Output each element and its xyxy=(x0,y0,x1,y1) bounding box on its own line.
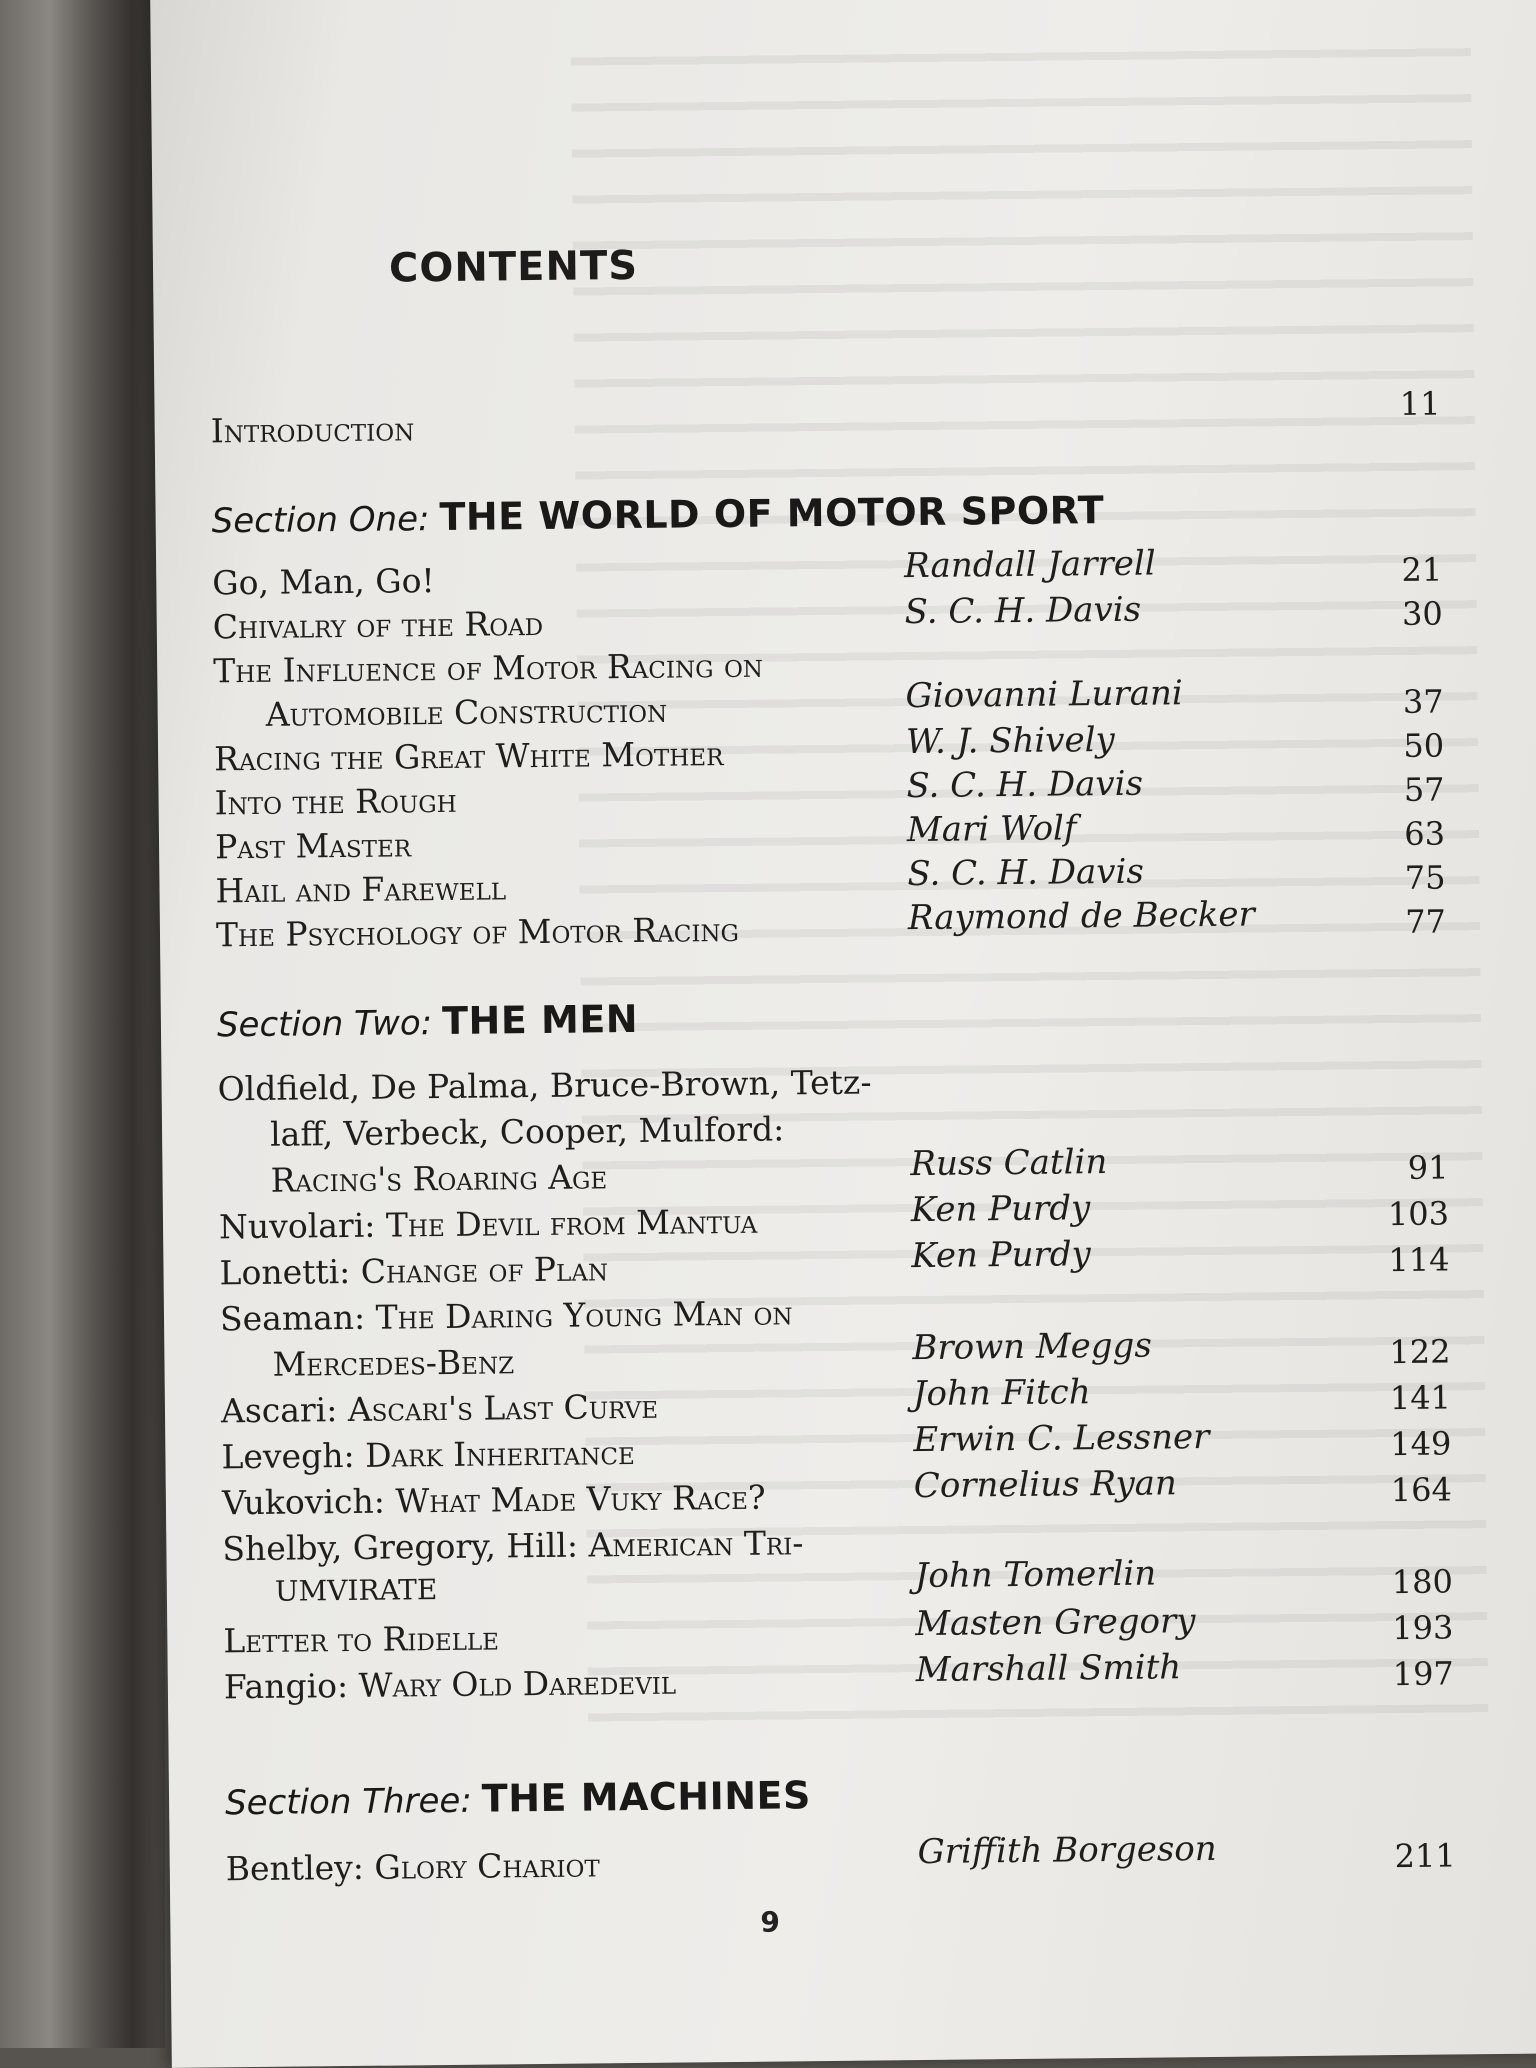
entry-author: Ken Purdy xyxy=(911,1234,1091,1277)
contents-heading: CONTENTS xyxy=(388,242,639,292)
entry-author: Brown Meggs xyxy=(912,1325,1153,1369)
entry-page: 50 xyxy=(1403,726,1445,765)
entry-lead: Fangio: xyxy=(223,1666,349,1707)
entry-title: Dark Inheritance xyxy=(364,1433,635,1475)
entry-lead: Shelby, Gregory, Hill: xyxy=(222,1525,579,1569)
section-name: THE WORLD OF MOTOR SPORT xyxy=(439,488,1105,539)
entry-author: John Tomerlin xyxy=(914,1553,1157,1597)
entry-title: Hail and Farewell xyxy=(215,868,507,911)
section-label: Section Three: xyxy=(224,1780,473,1824)
entry-author: Mari Wolf xyxy=(906,808,1077,851)
page-folio: 9 xyxy=(760,1905,781,1939)
section-label: Section One: xyxy=(211,499,430,542)
entry-title: Glory Chariot xyxy=(374,1845,600,1887)
entry-title: Ascari's Last Curve xyxy=(347,1386,659,1430)
entry-author: Raymond de Becker xyxy=(907,894,1255,939)
entry-author: S. C. H. Davis xyxy=(906,763,1144,807)
entry-title: American Tri- xyxy=(588,1523,804,1565)
entry-page: 197 xyxy=(1392,1654,1455,1694)
entry-title: The Devil from Mantua xyxy=(385,1201,758,1245)
entry-title: Change of Plan xyxy=(360,1249,609,1291)
entry-page: 91 xyxy=(1407,1148,1449,1187)
entry-title: The Psychology of Motor Racing xyxy=(215,909,740,955)
entry-page: 30 xyxy=(1401,594,1443,633)
section-label: Section Two: xyxy=(216,1003,433,1046)
entry-page: 149 xyxy=(1390,1424,1452,1464)
entry-page: 193 xyxy=(1392,1608,1454,1648)
entry-lead: Levegh: xyxy=(221,1435,355,1477)
entry-author: S. C. H. Davis xyxy=(904,589,1142,633)
entry-page: 63 xyxy=(1404,814,1446,853)
entry-author: Cornelius Ryan xyxy=(913,1463,1178,1507)
book-binding xyxy=(0,0,165,2048)
entry-page: 21 xyxy=(1401,550,1443,589)
entry-page: 141 xyxy=(1389,1378,1452,1418)
entry-title-continued: Automobile Construction xyxy=(265,690,668,734)
entry-author: Masten Gregory xyxy=(915,1601,1196,1645)
entry-title: What Made Vuky Race? xyxy=(395,1477,766,1521)
entry-page: 211 xyxy=(1394,1836,1456,1876)
entry-page: 103 xyxy=(1387,1194,1450,1234)
entry-title: Racing the Great White Mother xyxy=(213,734,724,779)
entry-author: Marshall Smith xyxy=(915,1647,1182,1691)
entry-lead: Seaman: xyxy=(219,1297,366,1339)
section-one-heading xyxy=(211,488,1104,541)
entry-lead: Oldfield, De Palma, Bruce-Brown, Tetz- xyxy=(217,1062,872,1109)
toc-entry xyxy=(225,1828,1496,1889)
section-name: THE MACHINES xyxy=(481,1773,812,1821)
book-page xyxy=(150,0,1536,2068)
entry-page: 164 xyxy=(1390,1470,1453,1510)
entry-author: John Fitch xyxy=(912,1372,1091,1415)
entry-author: Randall Jarrell xyxy=(903,543,1156,587)
section-three-heading xyxy=(225,1773,811,1823)
entry-page: 57 xyxy=(1403,770,1445,809)
entry-title: Letter to Ridelle xyxy=(223,1618,500,1661)
entry-title: Past Master xyxy=(214,825,412,867)
entry-title: Introduction xyxy=(210,409,415,451)
entry-title-continued: Mercedes-Benz xyxy=(272,1342,515,1384)
entry-title: Into the Rough xyxy=(214,780,457,823)
section-name: THE MEN xyxy=(441,996,639,1043)
entry-title: Racing's Roaring Age xyxy=(270,1157,608,1200)
entry-page: 37 xyxy=(1402,682,1444,721)
entry-lead: Lonetti: xyxy=(219,1251,351,1293)
entry-title-continued: UMVIRATE xyxy=(274,1573,438,1608)
entry-lead-continued: laff, Verbeck, Cooper, Mulford: xyxy=(269,1109,785,1154)
entry-author: Giovanni Lurani xyxy=(905,673,1183,717)
entry-author: W. J. Shively xyxy=(905,719,1115,763)
entry-title: Chivalry of the Road xyxy=(212,603,544,647)
entry-title: The Daring Young Man on xyxy=(375,1293,793,1337)
entry-title: The Influence of Motor Racing on xyxy=(213,645,764,691)
entry-author: S. C. H. Davis xyxy=(907,851,1145,895)
entry-title: Wary Old Daredevil xyxy=(358,1662,677,1705)
entry-lead: Nuvolari: xyxy=(218,1205,376,1247)
entry-page: 180 xyxy=(1391,1562,1454,1602)
entry-page: 122 xyxy=(1389,1332,1451,1372)
entry-author: Russ Catlin xyxy=(910,1142,1108,1185)
entry-lead: Bentley: xyxy=(225,1847,365,1889)
entry-title: Go, Man, Go! xyxy=(212,561,435,603)
entry-page: 114 xyxy=(1388,1240,1450,1280)
entry-author: Griffith Borgeson xyxy=(917,1828,1217,1873)
entry-lead: Vukovich: xyxy=(221,1481,386,1523)
entry-page: 11 xyxy=(1399,384,1441,423)
entry-author: Ken Purdy xyxy=(910,1188,1091,1231)
section-two-heading xyxy=(217,997,639,1045)
entry-page: 77 xyxy=(1405,902,1447,941)
entry-lead: Ascari: xyxy=(220,1390,338,1431)
entry-author: Erwin C. Lessner xyxy=(913,1416,1210,1461)
entry-page: 75 xyxy=(1404,858,1446,897)
